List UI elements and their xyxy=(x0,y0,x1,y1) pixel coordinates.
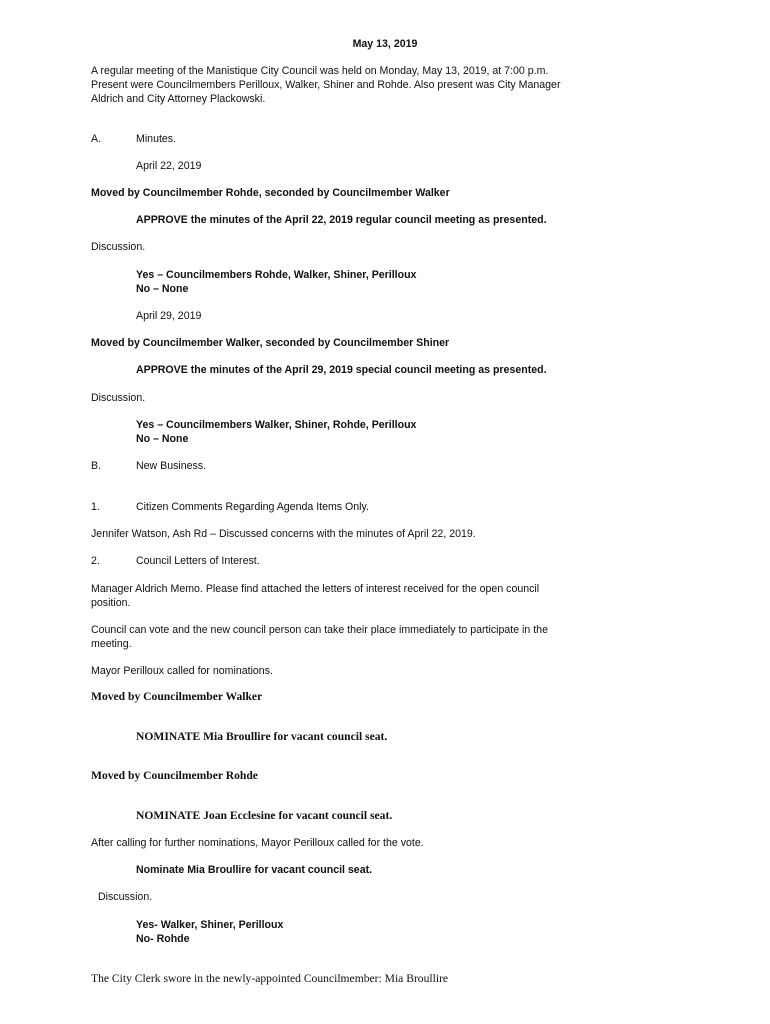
vote-no: No – None xyxy=(136,283,189,295)
intro-line: A regular meeting of the Manistique City Council was held on Monday, May 13, 2019, at 7:00 p.m. xyxy=(91,65,549,77)
memo-line: position. xyxy=(91,597,131,609)
vote-yes: Yes – Councilmembers Walker, Shiner, Rohde, Perilloux xyxy=(136,419,417,431)
section-a-title: Minutes. xyxy=(136,133,177,145)
discussion-label: Discussion. xyxy=(91,241,146,253)
motion-text: APPROVE the minutes of the April 29, 2019 special council meeting as presented. xyxy=(136,364,547,376)
item-title: Council Letters of Interest. xyxy=(136,555,260,567)
note-line: meeting. xyxy=(91,638,132,650)
item-number: 1. xyxy=(91,501,100,513)
vote-yes: Yes – Councilmembers Rohde, Walker, Shiner, Perilloux xyxy=(136,269,417,281)
motion-text: APPROVE the minutes of the April 22, 2019 regular council meeting as presented. xyxy=(136,214,547,226)
discussion-label: Discussion. xyxy=(98,891,153,903)
nomination-moved: Moved by Councilmember Rohde xyxy=(91,769,258,782)
nomination-moved: Moved by Councilmember Walker xyxy=(91,690,263,703)
document-date: May 13, 2019 xyxy=(352,38,418,50)
minutes-date: April 29, 2019 xyxy=(136,310,202,322)
citizen-comment: Jennifer Watson, Ash Rd – Discussed concerns with the minutes of April 22, 2019. xyxy=(91,528,476,540)
further-nominations: After calling for further nominations, Mayor Perilloux called for the vote. xyxy=(91,837,424,849)
minutes-date: April 22, 2019 xyxy=(136,160,202,172)
vote-no: No- Rohde xyxy=(136,933,190,945)
nomination-text: NOMINATE Joan Ecclesine for vacant council seat. xyxy=(136,809,393,822)
note-line: Council can vote and the new council person can take their place immediately to participate in the xyxy=(91,624,548,636)
section-b-marker: B. xyxy=(91,460,102,472)
item-title: Citizen Comments Regarding Agenda Items Only. xyxy=(136,501,369,513)
vote-no: No – None xyxy=(136,433,189,445)
vote-motion: Nominate Mia Broullire for vacant council seat. xyxy=(136,864,373,876)
motion-moved: Moved by Councilmember Walker, seconded by Councilmember Shiner xyxy=(91,337,450,349)
section-b-title: New Business. xyxy=(136,460,207,472)
item-number: 2. xyxy=(91,555,100,567)
memo-line: Manager Aldrich Memo. Please find attached the letters of interest received for the open council xyxy=(91,583,540,595)
nomination-text: NOMINATE Mia Broullire for vacant council seat. xyxy=(136,730,388,743)
vote-yes: Yes- Walker, Shiner, Perilloux xyxy=(136,919,284,931)
swearing-in-note: The City Clerk swore in the newly-appointed Councilmember: Mia Broullire xyxy=(91,972,449,985)
motion-moved: Moved by Councilmember Rohde, seconded by Councilmember Walker xyxy=(91,187,450,199)
section-a-marker: A. xyxy=(91,133,102,145)
intro-line: Aldrich and City Attorney Plackowski. xyxy=(91,93,266,105)
discussion-label: Discussion. xyxy=(91,392,146,404)
intro-line: Present were Councilmembers Perilloux, Walker, Shiner and Rohde. Also present was City Manager xyxy=(91,79,561,91)
nominations-call: Mayor Perilloux called for nominations. xyxy=(91,665,273,677)
